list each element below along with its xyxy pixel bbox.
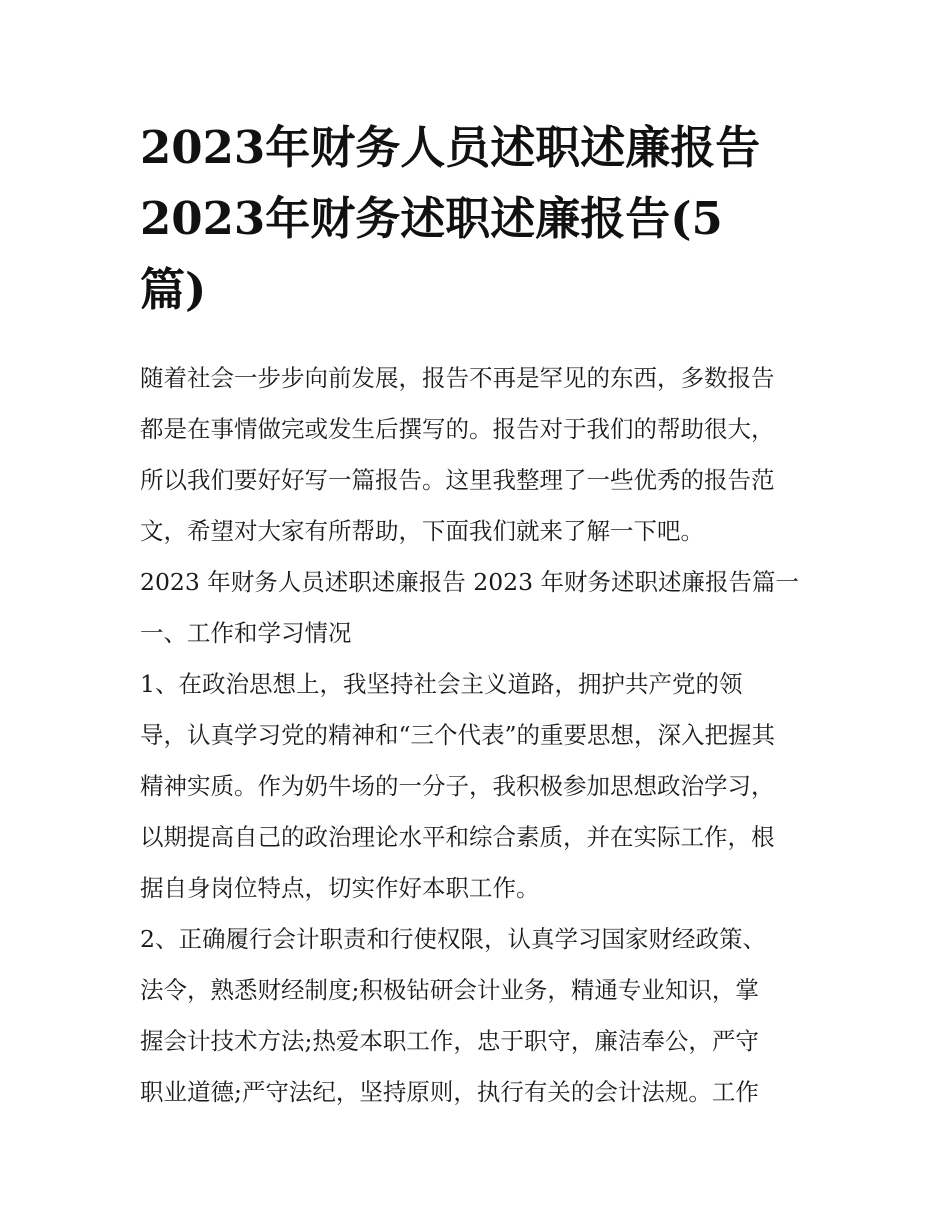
body-line: 导，认真学习党的精神和“三个代表”的重要思想，深入把握其 (140, 721, 776, 749)
section-heading-line: 2023 年财务人员述职述廉报告 2023 年财务述职述廉报告篇一 (140, 568, 800, 596)
body-line: 职业道德;严守法纪，坚持原则，执行有关的会计法规。工作 (140, 1078, 759, 1106)
subsection-heading: 一、工作和学习情况 (140, 619, 352, 647)
title-line: 2023年财务人员述职述廉报告 (140, 121, 761, 174)
body-line: 2、正确履行会计职责和行使权限，认真学习国家财经政策、 (140, 925, 766, 953)
body-line: 所以我们要好好写一篇报告。这里我整理了一些优秀的报告范 (140, 466, 775, 494)
body-line: 随着社会一步步向前发展，报告不再是罕见的东西，多数报告 (140, 364, 775, 392)
title-line: 2023年财务述职述廉报告(5 (140, 192, 723, 245)
document-title (140, 112, 820, 325)
body-line: 1、在政治思想上，我坚持社会主义道路，拥护共产党的领 (140, 670, 743, 698)
document-body (140, 353, 840, 1118)
title-line: 篇) (140, 263, 207, 316)
body-line: 据自身岗位特点，切实作好本职工作。 (140, 874, 540, 902)
body-line: 都是在事情做完或发生后撰写的。报告对于我们的帮助很大， (140, 415, 775, 443)
body-line: 精神实质。作为奶牛场的一分子，我积极参加思想政治学习， (140, 772, 775, 800)
body-line: 文，希望对大家有所帮助，下面我们就来了解一下吧。 (140, 517, 704, 545)
body-line: 法令，熟悉财经制度;积极钻研会计业务，精通专业知识，掌 (140, 976, 759, 1004)
body-line: 以期提高自己的政治理论水平和综合素质，并在实际工作，根 (140, 823, 775, 851)
body-line: 握会计技术方法;热爱本职工作，忠于职守，廉洁奉公，严守 (140, 1027, 759, 1055)
